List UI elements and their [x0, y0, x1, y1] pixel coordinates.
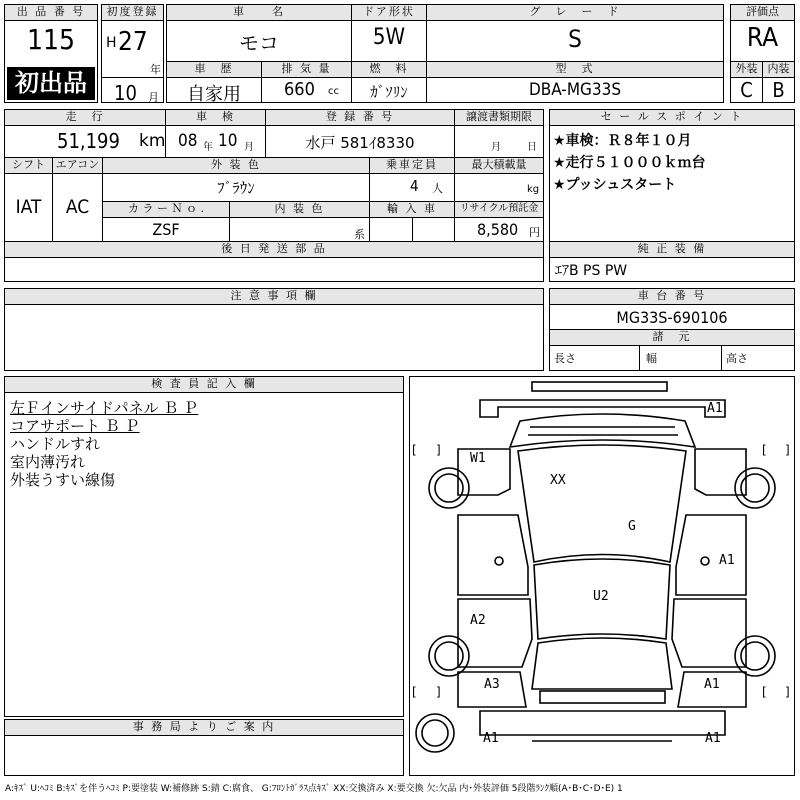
- first-registration-label: 初度登録: [102, 5, 163, 21]
- fuel-box: [351, 61, 427, 103]
- exterior-grade-box: [730, 61, 763, 103]
- transfer-deadline-box: [454, 109, 544, 158]
- transfer-month-unit: 月: [491, 142, 501, 153]
- color-number: ZSF: [152, 220, 180, 239]
- car-name-box: [166, 4, 352, 62]
- mileage: 51,199: [57, 129, 120, 153]
- equipment-box: [549, 241, 795, 282]
- notes-box: [4, 288, 544, 371]
- damage-rear-right: A1: [705, 731, 721, 746]
- inspection-year: 08: [178, 131, 198, 151]
- door-box: [351, 4, 427, 62]
- year-unit: 年: [150, 63, 161, 76]
- mileage-box: [4, 109, 166, 158]
- interior-grade-box: [762, 61, 795, 103]
- exterior-color: ﾌﾞﾗｳﾝ: [217, 179, 255, 197]
- interior-color-unit: 系: [354, 228, 365, 241]
- damage-left-rear-door: A2: [470, 613, 486, 628]
- model-label: 型 式: [427, 62, 723, 78]
- door-type: 5W: [372, 25, 406, 50]
- era: H: [106, 35, 117, 51]
- sales-points-label: セ ー ル ス ポ イ ン ト: [550, 110, 794, 126]
- lot-number: 115: [26, 23, 76, 56]
- inspection-year-unit: 年: [203, 142, 213, 153]
- inspection-month-unit: 月: [244, 142, 254, 153]
- first-registration-box: [101, 4, 164, 103]
- inspection-month: 10: [218, 131, 238, 151]
- lot-number-label: 出 品 番 号: [5, 5, 97, 21]
- later-parts-box: [4, 241, 544, 282]
- displacement: 660: [284, 79, 315, 100]
- height-label: 高さ: [726, 352, 748, 365]
- model-code: DBA-MG33S: [528, 80, 622, 100]
- damage-right-quarter: A1: [704, 677, 720, 692]
- shift-box: [4, 157, 53, 242]
- import-label: 輸 入 車: [370, 202, 454, 218]
- inspection-box: [165, 109, 266, 158]
- notes-label: 注 意 事 項 欄: [5, 289, 543, 305]
- transfer-deadline-label: 譲渡書類期限: [455, 110, 543, 126]
- capacity-label: 乗車定員: [370, 158, 454, 174]
- sales-points-box: [549, 109, 795, 242]
- first-reg-month: 10: [114, 81, 137, 105]
- inspector-note: 室内薄汚れ: [10, 453, 86, 471]
- shift-label: シフト: [5, 158, 52, 174]
- sales-point: ★プッシュスタート: [553, 177, 677, 193]
- exterior-color-box: [102, 157, 370, 202]
- first-reg-year: 27: [118, 27, 148, 57]
- damage-hood: XX: [550, 473, 566, 488]
- ac-box: [52, 157, 103, 242]
- door-label: ドア形状: [352, 5, 426, 21]
- max-load-label: 最大積載量: [455, 158, 543, 174]
- inspector-label: 検 査 員 記 入 欄: [5, 377, 403, 393]
- grade-label: グ レ ー ド: [427, 5, 723, 21]
- damage-front-bumper: A1: [707, 401, 723, 416]
- chassis-label: 車 台 番 号: [550, 289, 794, 305]
- capacity: 4: [410, 177, 419, 195]
- width-label: 幅: [646, 352, 657, 365]
- chassis-number: MG33S-690106: [616, 308, 728, 327]
- evaluation-score: RA: [746, 23, 779, 53]
- air-conditioner: AC: [65, 196, 90, 218]
- recycle-deposit: 8,580: [477, 220, 519, 239]
- inspection-label: 車 検: [166, 110, 265, 126]
- first-listing-badge: 初出品: [7, 67, 95, 100]
- inspector-note: 左Ｆインサイドパネル Ｂ Ｐ: [10, 399, 199, 417]
- lot-number-box: [4, 4, 98, 103]
- displacement-unit: cc: [328, 86, 339, 97]
- later-parts-label: 後 日 発 送 部 品: [5, 242, 543, 258]
- registration-number-label: 登 録 番 号: [266, 110, 454, 126]
- damage-windshield: G: [628, 519, 636, 534]
- equipment: ｴｱB PS PW: [555, 263, 628, 279]
- equipment-label: 純 正 装 備: [550, 242, 794, 258]
- shift: IAT: [15, 196, 42, 218]
- max-load-box: [454, 157, 544, 202]
- interior-color-box: [229, 201, 370, 242]
- exterior-grade-label: 外装: [731, 62, 762, 78]
- sales-point: ★車検：Ｒ８年１０月: [553, 133, 692, 149]
- fuel-label: 燃 料: [352, 62, 426, 78]
- office-label: 事 務 局 よ り ご 案 内: [5, 720, 403, 736]
- damage-legend: A:ｷｽﾞ U:ﾍｺﾐ B:ｷｽﾞを伴うﾍｺﾐ P:要塗装 W:補修跡 S:錆 C:腐食、 G:ﾌﾛﾝﾄｶﾞﾗｽ点ｷｽﾞ XX:交換済み X:要交換 欠:欠品 内･外装評価 5段階ﾗﾝｸ順(A･B･C･D･E) 1: [5, 784, 623, 794]
- damage-diagram: [ ] [ ] [ ] [ ] A1 W1 XX G A1 U2 A2 A3 A1 A1 A1: [409, 376, 795, 776]
- grade-box: [426, 4, 724, 62]
- score-box: [730, 4, 795, 62]
- displacement-label: 排 気 量: [262, 62, 351, 78]
- recycle-deposit-box: [454, 201, 544, 242]
- recycle-deposit-label: リサイクル預託金: [455, 202, 543, 218]
- damage-rear-left: A1: [483, 731, 499, 746]
- mileage-label: 走 行: [5, 110, 165, 126]
- inspector-note: コアサポート Ｂ Ｐ: [10, 417, 140, 435]
- inspector-note: ハンドルすれ: [10, 435, 101, 453]
- score-label: 評価点: [731, 5, 794, 21]
- transfer-day-unit: 日: [527, 142, 537, 153]
- color-number-box: [102, 201, 230, 242]
- capacity-box: [369, 157, 455, 202]
- dimensions-label: 諸 元: [550, 330, 794, 346]
- length-label: 長さ: [554, 352, 576, 365]
- inspector-box: [4, 376, 404, 717]
- color-number-label: カ ラ ー Ｎ ｏ .: [103, 202, 229, 218]
- capacity-unit: 人: [432, 182, 443, 195]
- exterior-grade: C: [740, 78, 753, 102]
- car-name-label: 車 名: [167, 5, 351, 21]
- history-box: [166, 61, 262, 103]
- max-load-unit: kg: [527, 184, 540, 195]
- registration-number-box: [265, 109, 455, 158]
- recycle-deposit-unit: 円: [529, 226, 540, 239]
- chassis-box: [549, 288, 795, 330]
- model-box: [426, 61, 724, 103]
- car-outline: [410, 377, 794, 775]
- month-unit: 月: [148, 91, 159, 104]
- interior-grade: B: [772, 78, 785, 102]
- sales-point: ★走行５１０００ｋｍ台: [553, 155, 706, 171]
- car-name: モコ: [239, 31, 279, 55]
- interior-color-label: 内 装 色: [230, 202, 369, 218]
- inspector-note: 外装うすい線傷: [10, 471, 116, 489]
- damage-left-quarter: A3: [484, 677, 500, 692]
- fuel: ｶﾞｿﾘﾝ: [370, 83, 408, 101]
- office-box: [4, 719, 404, 776]
- history: 自家用: [187, 84, 241, 105]
- import-box: [369, 201, 455, 242]
- damage-roof: U2: [593, 589, 609, 604]
- displacement-box: [261, 61, 352, 103]
- ac-label: エアコン: [53, 158, 102, 174]
- exterior-color-label: 外 装 色: [103, 158, 369, 174]
- mileage-unit: km: [139, 131, 166, 151]
- dimensions-box: [549, 329, 795, 371]
- damage-right-front-door: A1: [719, 553, 735, 568]
- interior-grade-label: 内装: [763, 62, 794, 78]
- grade: S: [568, 25, 582, 53]
- damage-left-front-fender: W1: [470, 451, 486, 466]
- history-label: 車 歴: [167, 62, 261, 78]
- registration-number: 水戸 581ｲ8330: [305, 134, 415, 152]
